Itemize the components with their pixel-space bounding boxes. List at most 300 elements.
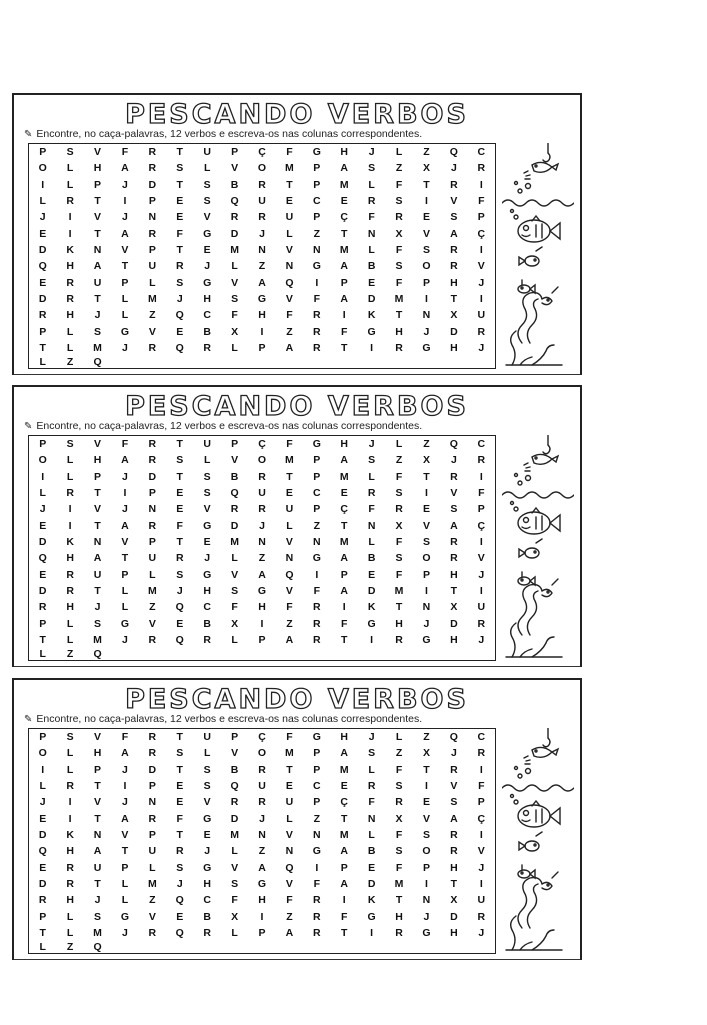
grid-letter[interactable]: B — [203, 910, 211, 923]
grid-letter[interactable]: P — [313, 470, 321, 483]
grid-letter[interactable]: J — [122, 926, 128, 939]
grid-letter[interactable]: T — [341, 812, 348, 825]
grid-letter[interactable]: O — [38, 454, 47, 467]
grid-letter[interactable]: C — [203, 309, 211, 322]
grid-letter[interactable]: J — [39, 796, 46, 809]
grid-letter[interactable]: T — [395, 894, 403, 907]
grid-letter[interactable]: J — [176, 877, 183, 890]
grid-letter[interactable]: L — [231, 260, 238, 273]
grid-letter[interactable]: R — [477, 325, 486, 338]
grid-letter[interactable]: A — [121, 812, 129, 825]
grid-letter[interactable]: V — [477, 552, 485, 565]
grid-letter[interactable]: U — [93, 568, 102, 581]
grid-letter[interactable]: L — [231, 633, 238, 646]
grid-letter[interactable]: O — [257, 747, 267, 760]
grid-letter[interactable]: A — [93, 845, 102, 858]
grid-letter[interactable]: T — [39, 926, 46, 939]
grid-letter[interactable]: M — [93, 633, 102, 646]
grid-letter[interactable]: I — [479, 178, 483, 191]
grid-letter[interactable]: P — [148, 828, 156, 841]
grid-letter[interactable]: F — [286, 146, 293, 159]
grid-letter[interactable]: T — [450, 292, 458, 305]
grid-letter[interactable]: T — [341, 519, 348, 532]
grid-letter[interactable]: L — [395, 438, 403, 451]
grid-letter[interactable]: F — [313, 584, 321, 597]
grid-letter[interactable]: R — [258, 796, 266, 809]
grid-letter[interactable]: M — [230, 243, 239, 256]
grid-letter[interactable]: T — [94, 584, 101, 597]
grid-letter[interactable]: R — [395, 503, 403, 516]
grid-letter[interactable]: E — [368, 276, 376, 289]
grid-letter[interactable]: N — [93, 828, 102, 841]
grid-letter[interactable]: N — [422, 601, 431, 614]
grid-letter[interactable]: M — [285, 454, 294, 467]
grid-letter[interactable]: J — [450, 747, 457, 760]
grid-letter[interactable]: T — [423, 178, 430, 191]
grid-letter[interactable]: F — [395, 470, 403, 483]
grid-letter[interactable]: L — [39, 940, 46, 953]
grid-letter[interactable]: T — [341, 926, 348, 939]
grid-letter[interactable]: R — [395, 926, 403, 939]
grid-letter[interactable]: I — [315, 861, 319, 874]
grid-letter[interactable]: T — [423, 763, 430, 776]
grid-letter[interactable]: D — [230, 227, 239, 240]
grid-letter[interactable]: T — [39, 633, 46, 646]
grid-letter[interactable]: A — [450, 227, 458, 240]
grid-letter[interactable]: L — [66, 633, 74, 646]
grid-letter[interactable]: L — [39, 355, 46, 368]
grid-letter[interactable]: Z — [286, 910, 293, 923]
grid-letter[interactable]: K — [66, 828, 74, 841]
grid-letter[interactable]: N — [367, 812, 376, 825]
grid-letter[interactable]: P — [313, 211, 321, 224]
grid-letter[interactable]: G — [257, 877, 267, 890]
grid-letter[interactable]: Q — [175, 894, 184, 907]
grid-letter[interactable]: G — [422, 926, 431, 939]
grid-letter[interactable]: E — [203, 535, 211, 548]
grid-letter[interactable]: P — [121, 568, 129, 581]
grid-letter[interactable]: V — [121, 243, 129, 256]
grid-letter[interactable]: F — [395, 243, 403, 256]
grid-letter[interactable]: L — [286, 227, 293, 240]
grid-letter[interactable]: Z — [149, 309, 156, 322]
grid-letter[interactable]: I — [479, 292, 483, 305]
grid-letter[interactable]: H — [450, 341, 458, 354]
grid-letter[interactable]: L — [66, 325, 74, 338]
grid-letter[interactable]: I — [479, 584, 483, 597]
grid-letter[interactable]: K — [367, 601, 376, 614]
grid-letter[interactable]: J — [122, 211, 128, 224]
grid-letter[interactable]: R — [367, 780, 376, 793]
grid-letter[interactable]: P — [39, 910, 47, 923]
grid-letter[interactable]: M — [339, 470, 349, 483]
grid-letter[interactable]: H — [66, 552, 74, 565]
grid-letter[interactable]: R — [230, 503, 239, 516]
grid-letter[interactable]: F — [341, 617, 348, 630]
grid-letter[interactable]: Q — [93, 940, 102, 953]
grid-letter[interactable]: R — [477, 747, 486, 760]
grid-letter[interactable]: R — [148, 633, 157, 646]
grid-letter[interactable]: H — [203, 877, 211, 890]
grid-letter[interactable]: S — [231, 877, 239, 890]
grid-letter[interactable]: T — [423, 470, 430, 483]
grid-letter[interactable]: T — [176, 243, 183, 256]
grid-letter[interactable]: M — [339, 763, 349, 776]
grid-letter[interactable]: S — [94, 325, 102, 338]
grid-letter[interactable]: Z — [395, 747, 403, 760]
grid-letter[interactable]: M — [147, 877, 157, 890]
grid-letter[interactable]: M — [339, 535, 349, 548]
grid-letter[interactable]: L — [368, 178, 375, 191]
grid-letter[interactable]: L — [286, 519, 293, 532]
grid-letter[interactable]: Q — [38, 260, 47, 273]
grid-letter[interactable]: R — [66, 861, 74, 874]
grid-letter[interactable]: J — [176, 292, 183, 305]
grid-letter[interactable]: R — [450, 535, 458, 548]
grid-letter[interactable]: T — [176, 731, 183, 744]
grid-letter[interactable]: K — [367, 894, 376, 907]
grid-letter[interactable]: A — [340, 584, 349, 597]
grid-letter[interactable]: M — [339, 178, 349, 191]
grid-letter[interactable]: D — [367, 877, 376, 890]
grid-letter[interactable]: N — [258, 535, 266, 548]
grid-letter[interactable]: B — [230, 178, 239, 191]
grid-letter[interactable]: L — [66, 747, 74, 760]
grid-letter[interactable]: E — [368, 568, 376, 581]
grid-letter[interactable]: R — [148, 747, 157, 760]
grid-letter[interactable]: G — [367, 617, 376, 630]
grid-letter[interactable]: H — [66, 894, 74, 907]
grid-letter[interactable]: G — [203, 861, 212, 874]
grid-letter[interactable]: R — [313, 926, 321, 939]
grid-letter[interactable]: M — [93, 926, 102, 939]
grid-letter[interactable]: F — [231, 894, 238, 907]
grid-letter[interactable]: R — [66, 487, 74, 500]
grid-letter[interactable]: J — [176, 584, 183, 597]
grid-letter[interactable]: J — [39, 503, 46, 516]
grid-letter[interactable]: O — [38, 747, 47, 760]
grid-letter[interactable]: X — [395, 227, 403, 240]
grid-letter[interactable]: I — [68, 519, 72, 532]
grid-letter[interactable]: A — [450, 812, 458, 825]
grid-letter[interactable]: Z — [258, 260, 266, 273]
grid-letter[interactable]: Z — [66, 940, 74, 953]
grid-letter[interactable]: Z — [423, 438, 430, 451]
grid-letter[interactable]: J — [259, 812, 265, 825]
grid-letter[interactable]: E — [203, 828, 211, 841]
grid-letter[interactable]: R — [258, 503, 266, 516]
grid-letter[interactable]: R — [175, 845, 184, 858]
grid-letter[interactable]: R — [66, 292, 74, 305]
grid-letter[interactable]: S — [176, 861, 184, 874]
grid-letter[interactable]: D — [148, 470, 157, 483]
grid-letter[interactable]: T — [39, 341, 46, 354]
grid-letter[interactable]: I — [479, 877, 483, 890]
grid-letter[interactable]: E — [176, 910, 184, 923]
grid-letter[interactable]: Z — [258, 845, 266, 858]
grid-letter[interactable]: D — [38, 828, 47, 841]
grid-letter[interactable]: V — [94, 211, 102, 224]
grid-letter[interactable]: O — [422, 260, 431, 273]
grid-letter[interactable]: L — [203, 162, 211, 175]
grid-letter[interactable]: I — [370, 633, 374, 646]
grid-letter[interactable]: T — [121, 845, 129, 858]
grid-letter[interactable]: U — [477, 309, 486, 322]
grid-letter[interactable]: C — [477, 146, 486, 159]
grid-letter[interactable]: S — [231, 292, 239, 305]
grid-letter[interactable]: P — [39, 438, 47, 451]
grid-letter[interactable]: Q — [175, 633, 184, 646]
grid-letter[interactable]: A — [340, 162, 349, 175]
grid-letter[interactable]: P — [422, 276, 430, 289]
grid-letter[interactable]: C — [477, 438, 486, 451]
grid-letter[interactable]: T — [395, 601, 403, 614]
grid-letter[interactable]: J — [94, 601, 101, 614]
grid-letter[interactable]: E — [176, 487, 184, 500]
grid-letter[interactable]: O — [38, 162, 47, 175]
grid-letter[interactable]: S — [395, 260, 403, 273]
grid-letter[interactable]: N — [285, 552, 294, 565]
grid-letter[interactable]: L — [368, 243, 375, 256]
grid-letter[interactable]: R — [203, 633, 211, 646]
grid-letter[interactable]: C — [203, 894, 211, 907]
grid-letter[interactable]: J — [478, 341, 485, 354]
grid-letter[interactable]: P — [258, 926, 266, 939]
grid-letter[interactable]: Z — [149, 894, 156, 907]
grid-letter[interactable]: Z — [286, 617, 293, 630]
grid-letter[interactable]: L — [66, 454, 74, 467]
grid-letter[interactable]: S — [395, 845, 403, 858]
grid-letter[interactable]: T — [94, 227, 101, 240]
grid-letter[interactable]: L — [368, 763, 375, 776]
grid-letter[interactable]: E — [39, 519, 47, 532]
grid-letter[interactable]: Q — [285, 568, 294, 581]
grid-letter[interactable]: T — [94, 877, 101, 890]
grid-letter[interactable]: U — [285, 211, 294, 224]
grid-letter[interactable]: E — [176, 195, 184, 208]
grid-letter[interactable]: A — [258, 568, 266, 581]
grid-letter[interactable]: A — [340, 552, 349, 565]
grid-letter[interactable]: V — [203, 796, 211, 809]
grid-letter[interactable]: R — [313, 633, 321, 646]
grid-letter[interactable]: L — [368, 535, 375, 548]
grid-letter[interactable]: H — [395, 325, 403, 338]
grid-letter[interactable]: A — [285, 633, 294, 646]
grid-letter[interactable]: I — [41, 178, 45, 191]
grid-letter[interactable]: F — [231, 601, 238, 614]
grid-letter[interactable]: L — [66, 178, 74, 191]
grid-letter[interactable]: P — [258, 341, 266, 354]
grid-letter[interactable]: G — [120, 910, 130, 923]
grid-letter[interactable]: I — [68, 211, 72, 224]
grid-letter[interactable]: N — [93, 535, 102, 548]
grid-letter[interactable]: J — [204, 260, 211, 273]
grid-letter[interactable]: H — [340, 438, 349, 451]
grid-letter[interactable]: R — [477, 162, 486, 175]
grid-letter[interactable]: V — [203, 211, 211, 224]
grid-letter[interactable]: L — [203, 747, 211, 760]
grid-letter[interactable]: X — [422, 454, 430, 467]
grid-letter[interactable]: S — [395, 195, 403, 208]
grid-letter[interactable]: M — [394, 877, 404, 890]
grid-letter[interactable]: Z — [395, 454, 403, 467]
grid-letter[interactable]: N — [313, 828, 321, 841]
grid-letter[interactable]: F — [368, 503, 375, 516]
grid-letter[interactable]: I — [479, 828, 483, 841]
grid-letter[interactable]: V — [94, 731, 102, 744]
grid-letter[interactable]: V — [231, 568, 239, 581]
grid-letter[interactable]: D — [38, 584, 47, 597]
grid-letter[interactable]: F — [121, 438, 129, 451]
grid-letter[interactable]: I — [68, 796, 72, 809]
grid-letter[interactable]: H — [450, 861, 458, 874]
grid-letter[interactable]: Q — [175, 341, 184, 354]
grid-letter[interactable]: G — [203, 276, 212, 289]
grid-letter[interactable]: L — [231, 552, 238, 565]
grid-letter[interactable]: P — [231, 146, 239, 159]
grid-letter[interactable]: C — [313, 195, 321, 208]
grid-letter[interactable]: J — [368, 146, 375, 159]
grid-letter[interactable]: I — [260, 325, 264, 338]
grid-letter[interactable]: G — [312, 552, 321, 565]
grid-letter[interactable]: G — [257, 584, 267, 597]
grid-letter[interactable]: L — [66, 341, 74, 354]
grid-letter[interactable]: L — [231, 926, 238, 939]
grid-letter[interactable]: S — [203, 178, 211, 191]
grid-letter[interactable]: A — [285, 341, 294, 354]
grid-letter[interactable]: L — [66, 763, 74, 776]
grid-letter[interactable]: Q — [175, 926, 184, 939]
grid-letter[interactable]: V — [477, 845, 485, 858]
grid-letter[interactable]: F — [313, 877, 321, 890]
grid-letter[interactable]: I — [315, 276, 319, 289]
grid-letter[interactable]: V — [94, 146, 102, 159]
grid-letter[interactable]: S — [203, 780, 211, 793]
grid-letter[interactable]: F — [368, 796, 375, 809]
grid-letter[interactable]: R — [477, 454, 486, 467]
grid-letter[interactable]: A — [258, 861, 266, 874]
grid-letter[interactable]: Q — [449, 146, 458, 159]
grid-letter[interactable]: T — [341, 227, 348, 240]
grid-letter[interactable]: Z — [313, 519, 321, 532]
grid-letter[interactable]: L — [66, 470, 74, 483]
grid-letter[interactable]: Ç — [477, 812, 486, 825]
grid-letter[interactable]: T — [176, 178, 183, 191]
grid-letter[interactable]: T — [176, 470, 183, 483]
grid-letter[interactable]: D — [450, 910, 458, 923]
grid-letter[interactable]: R — [395, 796, 403, 809]
grid-letter[interactable]: E — [340, 195, 348, 208]
grid-letter[interactable]: R — [38, 601, 47, 614]
grid-letter[interactable]: E — [176, 796, 184, 809]
grid-letter[interactable]: S — [395, 487, 403, 500]
grid-letter[interactable]: V — [285, 243, 293, 256]
grid-letter[interactable]: R — [230, 211, 239, 224]
grid-letter[interactable]: J — [122, 341, 128, 354]
grid-letter[interactable]: E — [285, 195, 293, 208]
grid-letter[interactable]: T — [341, 341, 348, 354]
grid-letter[interactable]: Z — [313, 812, 321, 825]
grid-letter[interactable]: N — [422, 309, 431, 322]
grid-letter[interactable]: F — [478, 780, 485, 793]
grid-letter[interactable]: P — [422, 861, 430, 874]
grid-letter[interactable]: F — [368, 211, 375, 224]
grid-letter[interactable]: U — [93, 861, 102, 874]
grid-letter[interactable]: J — [122, 633, 128, 646]
grid-letter[interactable]: X — [231, 325, 239, 338]
grid-letter[interactable]: S — [66, 146, 74, 159]
grid-letter[interactable]: A — [340, 260, 349, 273]
grid-letter[interactable]: H — [450, 926, 458, 939]
grid-letter[interactable]: D — [367, 292, 376, 305]
grid-letter[interactable]: T — [121, 260, 129, 273]
grid-letter[interactable]: G — [120, 617, 130, 630]
grid-letter[interactable]: N — [258, 243, 266, 256]
grid-letter[interactable]: G — [367, 910, 376, 923]
grid-letter[interactable]: L — [368, 828, 375, 841]
grid-letter[interactable]: S — [422, 535, 430, 548]
grid-letter[interactable]: M — [394, 292, 404, 305]
grid-letter[interactable]: R — [313, 341, 321, 354]
grid-letter[interactable]: S — [176, 747, 184, 760]
grid-letter[interactable]: R — [395, 341, 403, 354]
grid-letter[interactable]: G — [312, 146, 321, 159]
grid-letter[interactable]: V — [94, 438, 102, 451]
grid-letter[interactable]: Ç — [340, 211, 349, 224]
grid-letter[interactable]: J — [94, 894, 101, 907]
grid-letter[interactable]: S — [203, 470, 211, 483]
grid-letter[interactable]: T — [94, 292, 101, 305]
grid-letter[interactable]: S — [450, 796, 458, 809]
grid-letter[interactable]: J — [478, 633, 485, 646]
grid-letter[interactable]: M — [285, 162, 294, 175]
grid-letter[interactable]: T — [286, 763, 293, 776]
grid-letter[interactable]: T — [94, 487, 101, 500]
grid-letter[interactable]: I — [68, 227, 72, 240]
grid-letter[interactable]: U — [258, 780, 266, 793]
grid-letter[interactable]: T — [395, 309, 403, 322]
grid-letter[interactable]: L — [39, 647, 46, 660]
grid-letter[interactable]: A — [93, 260, 102, 273]
grid-letter[interactable]: G — [422, 341, 431, 354]
grid-letter[interactable]: S — [176, 454, 184, 467]
grid-letter[interactable]: S — [450, 211, 458, 224]
grid-letter[interactable]: I — [425, 292, 428, 305]
grid-letter[interactable]: I — [370, 341, 374, 354]
grid-letter[interactable]: X — [450, 894, 458, 907]
grid-letter[interactable]: R — [203, 341, 211, 354]
grid-letter[interactable]: E — [39, 276, 47, 289]
grid-letter[interactable]: R — [450, 243, 458, 256]
grid-letter[interactable]: F — [395, 535, 403, 548]
grid-letter[interactable]: P — [94, 178, 102, 191]
grid-letter[interactable]: R — [175, 552, 184, 565]
grid-letter[interactable]: U — [285, 503, 294, 516]
grid-letter[interactable]: S — [66, 438, 74, 451]
grid-letter[interactable]: I — [425, 584, 428, 597]
grid-letter[interactable]: L — [66, 910, 74, 923]
grid-letter[interactable]: X — [231, 910, 239, 923]
grid-letter[interactable]: D — [38, 292, 47, 305]
grid-letter[interactable]: S — [450, 503, 458, 516]
grid-letter[interactable]: R — [148, 731, 157, 744]
grid-letter[interactable]: F — [395, 568, 403, 581]
grid-letter[interactable]: J — [259, 519, 265, 532]
grid-letter[interactable]: E — [176, 325, 184, 338]
grid-letter[interactable]: I — [479, 470, 483, 483]
grid-letter[interactable]: H — [258, 309, 266, 322]
grid-letter[interactable]: E — [176, 211, 184, 224]
